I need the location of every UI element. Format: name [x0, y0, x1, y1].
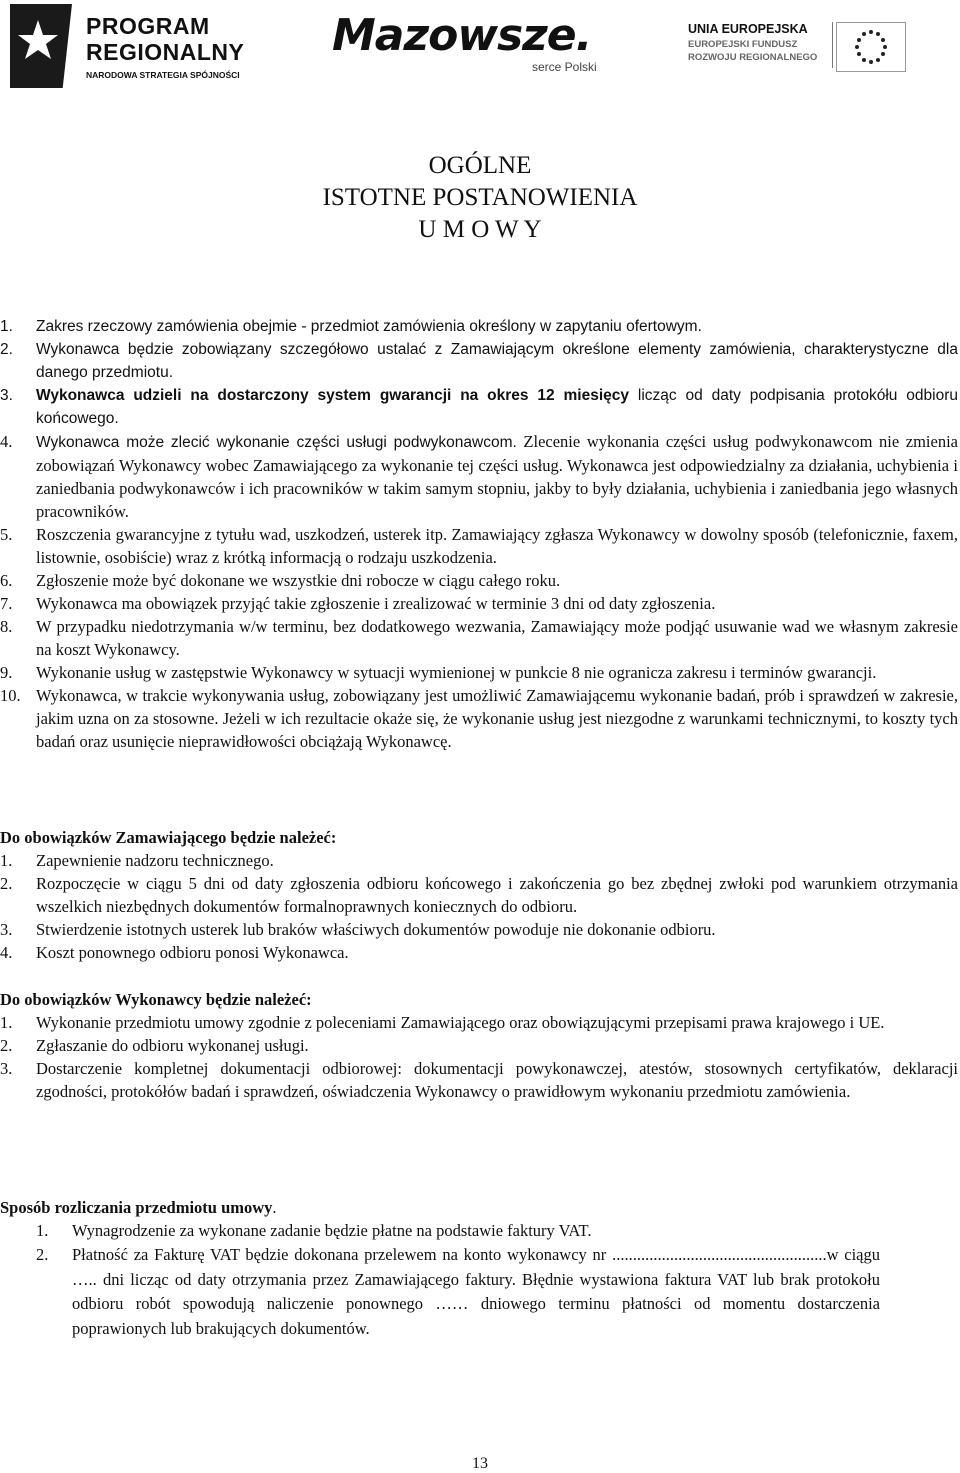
section-heading: Do obowiązków Wykonawcy będzie należeć: — [0, 990, 312, 1009]
general-provisions-list — [0, 315, 958, 753]
item-text: Wykonanie przedmiotu umowy zgodnie z poleceniami Zamawiającego oraz obowiązującymi przepisami prawa krajowego i UE. — [36, 1013, 885, 1032]
item-text: Zgłoszenie może być dokonane we wszystkie dni robocze w ciągu całego roku. — [36, 571, 561, 590]
item-number: 2. — [36, 1245, 49, 1264]
item-number: 6. — [0, 571, 13, 590]
logo-divider — [832, 22, 833, 68]
list-item — [0, 615, 958, 661]
item-number: 2. — [0, 874, 13, 893]
list-item — [0, 315, 958, 338]
list-item — [0, 1219, 880, 1243]
program-line3: NARODOWA STRATEGIA SPÓJNOŚCI — [86, 70, 240, 80]
item-number: 10. — [0, 686, 21, 705]
item-text: Roszczenia gwarancyjne z tytułu wad, uszkodzeń, usterek itp. Zamawiający zgłasza Wykonawcy w dowolny sposób (telefonicznie, faxem, listownie, osobiście) wraz z krótką informacją o rodzaju uszkodzenia. — [36, 525, 958, 567]
item-number: 1. — [0, 851, 13, 870]
item-number: 1. — [0, 1013, 13, 1032]
item-text: Zgłaszanie do odbioru wykonanej usługi. — [36, 1036, 309, 1055]
item-text: Stwierdzenie istotnych usterek lub braków właściwych dokumentów powoduje nie dokonanie odbioru. — [36, 920, 716, 939]
item-text: Koszt ponownego odbioru ponosi Wykonawca. — [36, 943, 349, 962]
item-text: Zapewnienie nadzoru technicznego. — [36, 851, 274, 870]
item-number: 2. — [0, 1036, 13, 1055]
program-regionalny-logo — [10, 4, 300, 88]
section-heading: Sposób rozliczania przedmiotu umowy — [0, 1198, 273, 1217]
item-text: Płatność za Fakturę VAT będzie dokonana przelewem na konto wykonawcy nr ....................................................w ciągu ….. dni licząc od daty otrzymania przez Zamawiającego faktury. Błędnie wystawiona faktura VAT lub brak protokołu odbioru robót spowodują naliczenie ponownego …… dniowego terminu płatności od momentu dostarczenia poprawionych lub brakujących dokumentów. — [72, 1245, 880, 1338]
section-heading-row — [0, 1196, 880, 1219]
list-item — [0, 384, 958, 430]
item-number: 5. — [0, 525, 13, 544]
list-item — [0, 523, 958, 569]
eu-logo — [688, 22, 948, 72]
item-text: Rozpoczęcie w ciągu 5 dni od daty zgłoszenia odbioru końcowego i zakończenia go bez zbędnej zwłoki pod warunkiem otrzymania wszelkich niezbędnych dokumentów formalnoprawnych koniecznych do odbioru. — [36, 874, 958, 916]
item-text: Wykonanie usług w zastępstwie Wykonawcy w sytuacji wymienionej w punkcie 8 nie ogranicza zakresu i terminów gwarancji. — [36, 663, 877, 682]
title-line1: OGÓLNE — [428, 152, 532, 179]
list-item — [0, 849, 958, 872]
list-item — [0, 338, 958, 384]
program-line1: PROGRAM — [86, 13, 210, 39]
item-text: Zakres rzeczowy zamówienia obejmie - przedmiot zamówienia określony w zapytaniu ofertowym. — [36, 318, 702, 335]
item-number: 4. — [0, 432, 13, 451]
item-number: 1. — [0, 318, 13, 335]
item-number: 2. — [0, 341, 13, 358]
list-item — [0, 918, 958, 941]
item-number: 3. — [0, 387, 13, 404]
item-text: licząc od daty podpisania protokółu odbioru końcowego. — [36, 387, 958, 427]
list-item — [0, 941, 958, 964]
item-text: Dostarczenie kompletnej dokumentacji odbiorowej: dokumentacji powykonawczej, atestów, stosownych certyfikatów, deklaracji zgodności, protokółów badań i sprawdzeń, oświadczenia Wykonawcy o prawidłowym wykonaniu przedmiotu zamówienia. — [36, 1059, 958, 1101]
rozliczenie-section — [0, 1196, 880, 1341]
item-number: 1. — [36, 1221, 49, 1240]
item-number: 4. — [0, 943, 13, 962]
title-line3: U M O W Y — [418, 216, 542, 243]
list-item — [0, 1034, 958, 1057]
page-header — [0, 0, 960, 92]
rozliczenie-list — [0, 1219, 880, 1341]
item-text: W przypadku niedotrzymania w/w terminu, bez dodatkowego wezwania, Zamawiający może podjąć usuwanie wad we własnym zakresie na koszt Wykonawcy. — [36, 617, 958, 659]
list-item — [0, 872, 958, 918]
list-item — [0, 430, 958, 523]
mazowsze-word: Mazowsze. — [332, 10, 592, 61]
eu-flag-icon — [836, 22, 906, 72]
list-item — [0, 684, 958, 753]
list-item — [0, 661, 958, 684]
section-heading-dot: . — [272, 1198, 277, 1217]
page-number: 13 — [472, 1455, 488, 1472]
ue-line3: ROZWOJU REGIONALNEGO — [688, 52, 818, 63]
ue-line1: UNIA EUROPEJSKA — [688, 22, 808, 36]
title-line2: ISTOTNE POSTANOWIENIA — [322, 184, 638, 211]
mazowsze-subtitle: serce Polski — [532, 60, 597, 74]
list-item — [0, 592, 958, 615]
ue-line2: EUROPEJSKI FUNDUSZ — [688, 39, 798, 50]
program-line2: REGIONALNY — [86, 39, 245, 65]
list-item — [0, 1011, 958, 1034]
zamawiajacy-section — [0, 826, 958, 964]
section-heading: Do obowiązków Zamawiającego będzie należeć: — [0, 828, 337, 847]
item-number: 7. — [0, 594, 13, 613]
item-text: Wykonawca ma obowiązek przyjąć takie zgłoszenie i zrealizować w terminie 3 dni od daty zgłoszenia. — [36, 594, 716, 613]
item-text: Wykonawca, w trakcie wykonywania usług, zobowiązany jest umożliwić Zamawiającemu wykonanie badań, prób i sprawdzeń w zakresie, jakim uzna on za stosowne. Jeżeli w ich rezultacie okaże się, że wykonanie usług jest niezgodne z warunkami technicznymi, to koszty tych badań oraz usunięcie nieprawidłowości obciążają Wykonawcę. — [36, 686, 958, 751]
mazowsze-logo — [332, 10, 632, 82]
item-number: 9. — [0, 663, 13, 682]
list-item — [0, 1243, 880, 1341]
item-number: 3. — [0, 920, 13, 939]
item-text-continued: Zlecenie wykonania części usług podwykonawcom nie zmienia zobowiązań Wykonawcy wobec Zamawiającego za wykonanie tej części usług. Wykonawca jest odpowiedzialny za działania, uchybienia i zaniedbania podwykonawców i ich pracowników w takim samym stopniu, jakby to były działania, uchybienia i zaniedbania jego własnych pracowników. — [36, 432, 958, 521]
item-text: Wynagrodzenie za wykonane zadanie będzie płatne na podstawie faktury VAT. — [72, 1221, 592, 1240]
item-number: 8. — [0, 617, 13, 636]
item-number: 3. — [0, 1059, 13, 1078]
document-title — [0, 150, 960, 246]
item-text-bold: Wykonawca udzieli na dostarczony system gwarancji na okres 12 miesięcy — [36, 387, 630, 404]
list-item — [0, 569, 958, 592]
list-item — [0, 1057, 958, 1103]
star-emblem-icon — [10, 4, 72, 88]
item-text: Wykonawca będzie zobowiązany szczegółowo ustalać z Zamawiającym określone elementy zamówienia, charakterystyczne dla danego przedmiotu. — [36, 341, 958, 381]
item-text: Wykonawca może zlecić wykonanie części usługi podwykonawcom. — [36, 434, 517, 451]
wykonawca-section — [0, 988, 958, 1103]
